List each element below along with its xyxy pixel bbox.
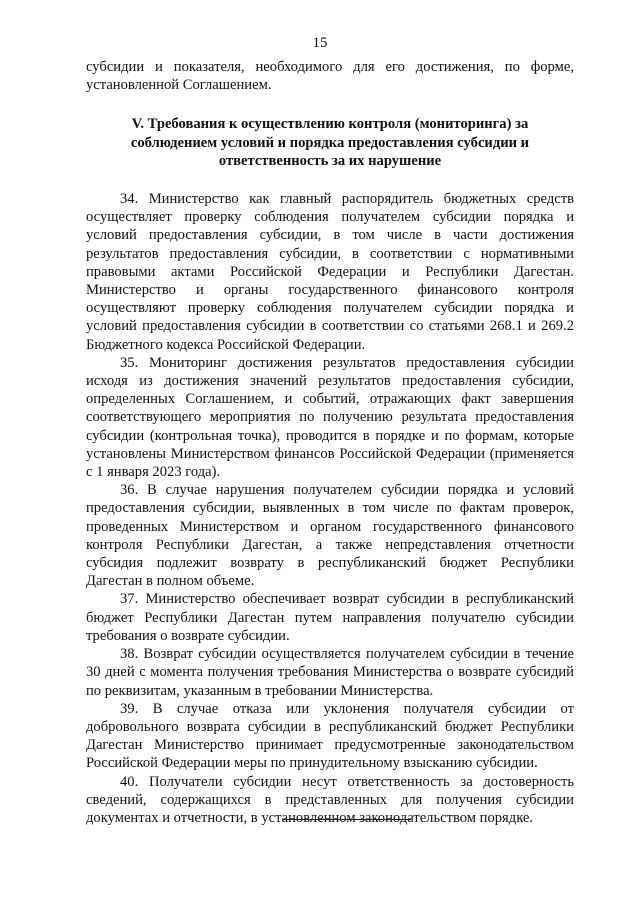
closing-divider	[283, 819, 411, 820]
paragraph-36: 36. В случае нарушения получателем субсидии порядка и условий предоставления субсидии, выявленных в том числе по фактам проверок, проведенных Министерством и органом государственного финансового контроля Республики Дагестан, а также непредставления отчетности субсидия подлежит возврату в республиканский бюджет Республики Дагестан в полном объеме.	[86, 482, 574, 590]
section-title-line: соблюдением условий и порядка предоставления субсидии и	[130, 134, 530, 151]
section-title-line: V. Требования к осуществлению контроля (мониторинга) за	[131, 116, 529, 133]
paragraph-34: 34. Министерство как главный распорядитель бюджетных средств осуществляет проверку соблюдения получателем субсидии порядка и условий предоставления субсидии, в том числе в части достижения результатов предоставления субсидии, в соответствии с нормативными правовыми актами Российской Федерации и Республики Дагестан. Министерство и органы государственного финансового контроля осуществляют проверку соблюдения получателем субсидии порядка и условий предоставления субсидии в соответствии со статьями 268.1 и 269.2 Бюджетного кодекса Российской Федерации.	[86, 191, 574, 353]
page-number: 15	[312, 35, 328, 51]
section-title-line: ответственность за их нарушение	[218, 152, 442, 169]
intro-paragraph: субсидии и показателя, необходимого для его достижения, по форме, установленной Соглашением.	[86, 59, 574, 94]
section-title	[86, 115, 574, 170]
paragraph-38: 38. Возврат субсидии осуществляется получателем субсидии в течение 30 дней с момента получения требования Министерства о возврате субсидий по реквизитам, указанным в требовании Министерства.	[86, 646, 574, 699]
paragraph-35: 35. Мониторинг достижения результатов предоставления субсидии исходя из достижения значений результатов предоставления субсидии, определенных Соглашением, и событий, отражающих факт завершения соответствующего мероприятия по получению результата предоставления субсидии (контрольная точка), проводится в порядке и по формам, которые установлены Министерством финансов Российской Федерации (применяется с 1 января 2023 года).	[86, 354, 574, 481]
paragraph-37: 37. Министерство обеспечивает возврат субсидии в республиканский бюджет Республики Дагестан путем направления получателю субсидии требования о возврате субсидии.	[86, 591, 574, 644]
paragraph-39: 39. В случае отказа или уклонения получателя субсидии от добровольного возврата субсидии в республиканский бюджет Республики Дагестан Министерство принимает предусмотренные законодательством Российской Федерации меры по принудительному взысканию субсидии.	[86, 700, 574, 772]
document-body	[86, 58, 574, 827]
paragraph-40: 40. Получатели субсидии несут ответственность за достоверность сведений, содержащихся в представленных для получения субсидии документах и отчетности, в установленном законодательством порядке.	[86, 773, 574, 826]
